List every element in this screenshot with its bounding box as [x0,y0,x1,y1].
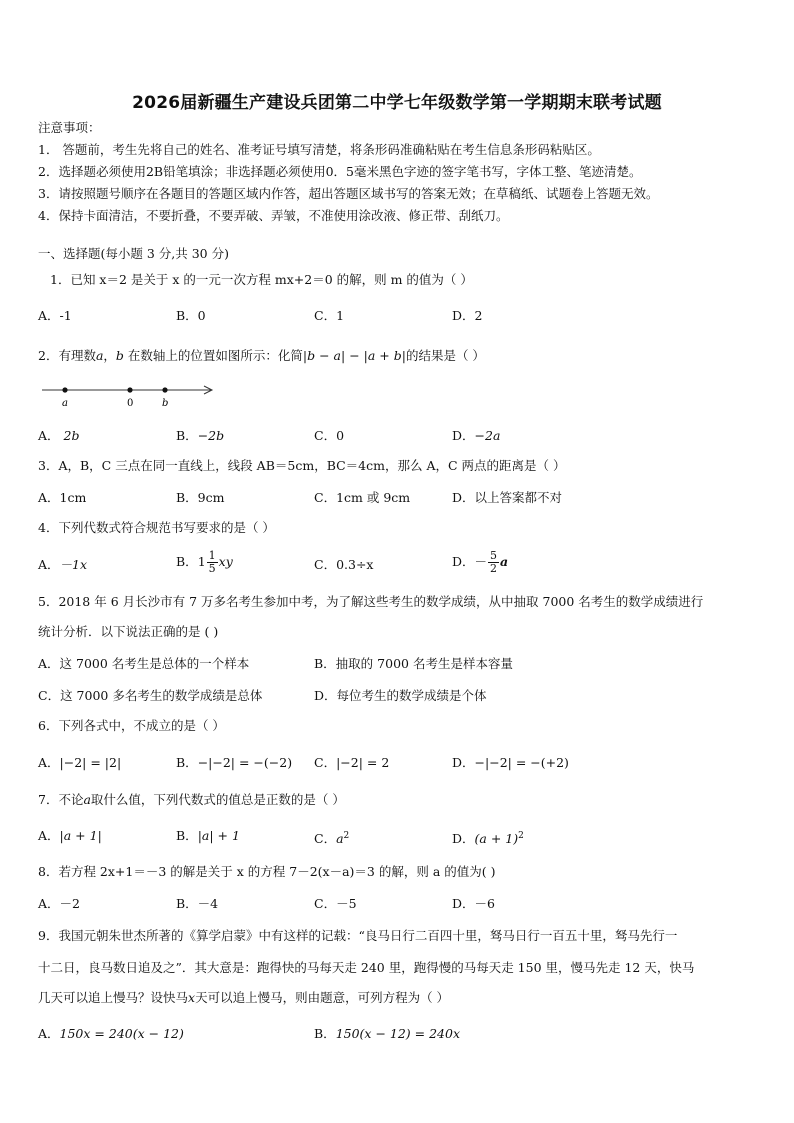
q2-option-d [452,428,500,444]
q7-var: a [83,792,91,807]
q2-option-a-label: A． [38,428,60,443]
q4-option-d-fraction [488,550,499,575]
q6-option-b-math: −|−2| = −(−2) [197,755,293,770]
q4-option-d-sign: － [474,554,488,569]
q2-var-b: b [115,348,124,363]
q4-option-b-numerator: 1 [208,549,216,562]
q5-option-c: C．这 7000 多名考生的数学成绩是总体 [38,688,263,703]
question-8-stem: 8．若方程 2x+1＝－3 的解是关于 x 的方程 7－2(x－a)＝3 的解，则 a 的值为( ) [38,864,496,879]
q9-option-a-math: 150x = 240(x − 12) [59,1026,184,1041]
q7-option-b-math: |a| + 1 [197,828,240,843]
q6-option-d-math: −|−2| = −(+2) [474,755,569,770]
q6-option-b [176,755,292,771]
q2-option-b [176,428,224,444]
q7-option-b [176,828,240,844]
q2-var-a: a [95,348,104,363]
page-title: 2026届新疆生产建设兵团第二中学七年级数学第一学期期末联考试题 [132,93,662,113]
question-2-stem [38,348,485,364]
q4-option-a-label: A． [38,557,60,572]
q3-option-a: A．1cm [38,490,87,505]
q9-option-b-label: B． [314,1026,336,1041]
q9-stem-b: 天可以追上慢马，则由题意，可列方程为（ ） [195,990,450,1005]
question-9-stem-line-3 [38,990,449,1006]
q3-option-d: D．以上答案都不对 [452,490,563,505]
q6-option-c-label: C． [314,755,337,770]
q7-option-d-exponent: 2 [518,831,524,841]
q4-option-b-int: 1 [197,554,206,569]
q4-option-d-label: D． [452,554,475,569]
q2-expression: |b − a| − |a + b| [302,348,406,363]
section-heading: 一、选择题(每小题 3 分,共 30 分) [38,246,229,261]
q4-option-c-math: 0.3÷x [336,557,374,572]
question-6-stem: 6．下列各式中，不成立的是（ ） [38,718,225,733]
q6-option-a [38,755,121,771]
q8-option-a: A．－2 [38,896,80,911]
notice-heading: 注意事项： [38,120,101,135]
q4-option-a-math: －1x [59,557,88,572]
q2-option-b-math: −2b [197,428,225,443]
q7-option-d-math: (a + 1) [474,831,519,847]
question-9-stem-line-1: 9．我国元朝朱世杰所著的《算学启蒙》中有这样的记载：“良马日行二百四十里，驽马日行一百五十里，驽马先行一 [38,928,678,943]
q7-option-a-label: A． [38,828,60,843]
q9-stem-a: 几天可以追上慢马？设快马 [38,990,189,1005]
q2-stem-d: 的结果是（ ） [405,348,485,363]
q6-option-b-label: B． [176,755,198,770]
q5-option-b: B．抽取的 7000 名考生是样本容量 [314,656,513,671]
q1-option-a: A．-1 [38,308,72,323]
q4-option-a [38,557,87,573]
q1-option-b: B．0 [176,308,206,323]
q7-option-b-label: B． [176,828,198,843]
question-1-stem: 1．已知 x＝2 是关于 x 的一元一次方程 mx+2＝0 的解，则 m 的值为（ ） [50,272,473,287]
point-zero [127,387,132,392]
question-9-stem-line-2: 十二日，良马数日追及之”．其大意是：跑得快的马每天走 240 里，跑得慢的马每天走 150 里，慢马先走 12 天，快马 [38,960,695,975]
q8-option-d: D．－6 [452,896,495,911]
notice-item-4: 4．保持卡面清洁，不要折叠，不要弄破、弄皱，不准使用涂改液、修正带、刮纸刀。 [38,208,509,223]
q4-option-b-denominator: 5 [208,562,216,575]
q3-option-b: B．9cm [176,490,225,505]
q4-option-b-label: B． [176,554,198,569]
point-b [162,387,167,392]
q7-option-c-math: a [336,831,344,847]
q2-stem-c: 在数轴上的位置如图所示：化简 [123,348,303,363]
q7-option-c-label: C． [314,831,337,847]
q6-option-a-math: |−2| = |2| [59,755,122,770]
q6-option-a-label: A． [38,755,60,770]
q2-stem-a: 2．有理数 [38,348,96,363]
q4-option-d-var: a [500,554,509,569]
q4-option-b-fraction [207,550,218,575]
q5-option-a: A．这 7000 名考生是总体的一个样本 [38,656,250,671]
label-b: b [162,398,169,409]
notice-item-1: 1． 答题前，考生先将自己的姓名、准考证号填写清楚，将条形码准确粘贴在考生信息条形码粘贴区。 [38,142,600,157]
q2-option-c [314,428,344,444]
label-a: a [62,398,68,409]
q6-option-d-label: D． [452,755,475,770]
q2-option-d-label: D． [452,428,475,443]
q7-option-a-math: |a + 1| [59,828,102,843]
q7-stem-b: 取什么值，下列代数式的值总是正数的是（ ） [90,792,345,807]
q9-option-b [314,1026,460,1042]
q4-option-c [314,557,373,573]
q4-option-d [452,550,508,575]
q2-stem-b: ， [103,348,116,363]
question-3-stem: 3．A，B，C 三点在同一直线上，线段 AB＝5cm，BC＝4cm，那么 A，C 两点的距离是（ ） [38,458,566,473]
q7-stem-a: 7．不论 [38,792,84,807]
q6-option-d [452,755,569,771]
q9-option-a [38,1026,184,1042]
notice-item-2: 2．选择题必须使用2B铅笔填涂；非选择题必须使用0．5毫米黑色字迹的签字笔书写，字体工整、笔迹清楚。 [38,164,642,179]
q5-option-d: D．每位考生的数学成绩是个体 [314,688,487,703]
q2-option-d-math: −2a [474,428,501,443]
q3-option-c: C．1cm 或 9cm [314,490,411,505]
q6-option-c [314,755,389,771]
q4-option-b [176,550,233,575]
q2-option-c-label: C． [314,428,337,443]
q9-var: x [188,990,196,1005]
q2-option-a [38,428,79,444]
q7-option-c-exponent: 2 [343,831,350,841]
point-a [62,387,67,392]
q6-option-c-math: |−2| = 2 [336,755,390,770]
q8-option-c: C．－5 [314,896,357,911]
q4-option-d-denominator: 2 [490,562,498,575]
q4-option-b-var: xy [218,554,233,569]
q4-option-d-numerator: 5 [490,549,498,562]
q9-option-b-math: 150(x − 12) = 240x [335,1026,461,1041]
q2-option-b-label: B． [176,428,198,443]
number-line-figure [40,380,220,410]
q4-option-c-label: C． [314,557,337,572]
notice-item-3: 3．请按照题号顺序在各题目的答题区域内作答，超出答题区域书写的答案无效；在草稿纸、试题卷上答题无效。 [38,186,659,201]
question-5-stem-line-2: 统计分析．以下说法正确的是 ( ) [38,624,219,639]
label-zero: 0 [127,398,134,409]
q2-option-a-math: 2b [63,428,80,443]
question-7-stem [38,792,345,808]
question-5-stem-line-1: 5．2018 年 6 月长沙市有 7 万多名考生参加中考，为了解这些考生的数学成绩，从中抽取 7000 名考生的数学成绩进行 [38,594,704,609]
question-4-stem: 4．下列代数式符合规范书写要求的是（ ） [38,520,275,535]
q2-option-c-math: 0 [336,428,345,443]
q1-option-c: C．1 [314,308,345,323]
q1-option-d: D．2 [452,308,483,323]
q7-option-d [452,828,524,847]
q8-option-b: B．－4 [176,896,219,911]
q9-option-a-label: A． [38,1026,60,1041]
q7-option-d-label: D． [452,831,475,847]
q7-option-c [314,828,349,847]
q7-option-a [38,828,102,844]
